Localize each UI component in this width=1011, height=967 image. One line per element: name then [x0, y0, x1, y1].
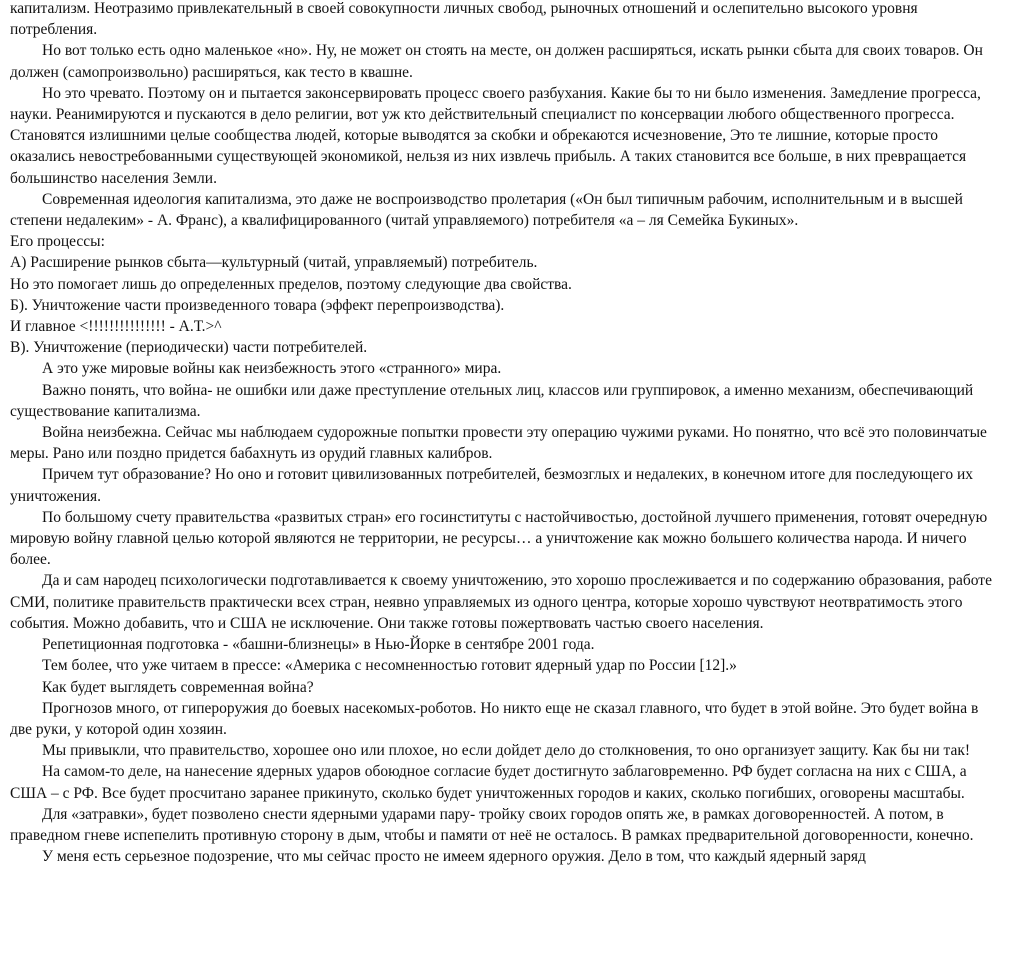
paragraph-education: Причем тут образование? Но оно и готовит цивилизованных потребителей, безмозглых и недалеких, в конечном итоге для последующего их уничтожения.	[10, 466, 974, 505]
paragraph-press-quote: Тем более, что уже читаем в прессе: «Америка с несомненностью готовит ядерный удар по России [12].»	[42, 657, 737, 675]
paragraph-government-protection: Мы привыкли, что правительство, хорошее оно или плохое, но если дойдет дело до столкновения, то оно организует защиту. Как бы ни так!	[42, 742, 971, 760]
paragraph-war-mechanism: Важно понять, что война- не ошибки или даже преступление отельных лиц, классов или группировок, а именно механизм, обеспечивающий существование капитализма.	[10, 381, 974, 420]
paragraph-modern-war-question: Как будет выглядеть современная война?	[42, 678, 314, 696]
paragraph-suspicion: У меня есть серьезное подозрение, что мы сейчас просто не имеем ядерного оружия. Дело в том, что каждый ядерный заряд	[42, 848, 866, 866]
list-item-v: В). Уничтожение (периодически) части потребителей.	[10, 339, 368, 357]
paragraph-forecasts: Прогнозов много, от гипероружия до боевых насекомых-роботов. Но никто еще не сказал главного, что будет в этой войне. Это будет война в две руки, у которой один хозяин.	[10, 699, 979, 738]
paragraph-world-wars: А это уже мировые войны как неизбежность этого «странного» мира.	[42, 360, 502, 378]
paragraph-priming: Для «затравки», будет позволено снести ядерными ударами пару- тройку своих городов опять же, в рамках договоренностей. А потом, в праведном гневе испепелить противную сторону в дым, чтобы и памяти от неё не осталось. В рамках предварительной договоренности, конечно.	[10, 805, 974, 844]
paragraph-rehearsal: Репетиционная подготовка - «башни-близнецы» в Нью-Йорке в сентябре 2001 года.	[42, 636, 595, 654]
paragraph-main-note: И главное <!!!!!!!!!!!!!!! - А.Т.>^	[10, 318, 222, 336]
paragraph-limits: Но это помогает лишь до определенных пределов, поэтому следующие два свойства.	[10, 275, 572, 293]
paragraph-ideology: Современная идеология капитализма, это даже не воспроизводство пролетария («Он был типичным рабочим, исполнительным и в высшей степени недалеким» - А. Франс), а квалифицированного (читай управляемого) потребителя «а – ля Семейка Букиных».	[10, 190, 963, 230]
paragraph-capitalism-intro: капитализм. Неотразимо привлекательный в своей совокупности личных свобод, рыночных отношений и ослепительно высокого уровня потребления.	[10, 0, 918, 39]
paragraph-nuclear-agreement: На самом-то деле, на нанесение ядерных ударов обоюдное согласие будет достигнуто заблаговременно. РФ будет согласна на них с США, а США – с РФ. Все будет просчитано заранее прикинуто, сколько будет уничтоженных городов и каких, сколько погибших, оговорены масштабы.	[10, 763, 967, 802]
paragraph-war-inevitable: Война неизбежна. Сейчас мы наблюдаем судорожные попытки провести эту операцию чужими руками. Но понятно, что всё это половинчатые меры. Рано или поздно придется бабахнуть из орудий главных калибров.	[10, 424, 987, 463]
paragraph-people-prepared: Да и сам народец психологически подготавливается к своему уничтожению, это хорошо прослеживается и по содержанию образования, работе СМИ, политике правительств практически всех стран, неявно управляемых из одного центра, которые хорошо чувствуют неотвратимость этого события. Можно добавить, что и США не исключение. Они также готовы пожертвовать частью своего населения.	[10, 572, 992, 632]
list-item-a: А) Расширение рынков сбыта—культурный (читай, управляемый) потребитель.	[10, 254, 538, 272]
document-text	[10, 0, 998, 867]
paragraph-conservation: Но это чревато. Поэтому он и пытается законсервировать процесс своего разбухания. Какие бы то ни было изменения. Замедление прогресса, науки. Реанимируются и пускаются в дело религии, вот уж кто действительный специалист по консервации любого общественного прогресса. Становятся излишними целые сообщества людей, которые выводятся за скобки и обрекаются исчезновение, Это те лишние, которые просто оказались невостребованными существующей экономикой, нельзя из них извлечь прибыль. А таких становится все больше, в них превращается большинство населения Земли.	[10, 84, 981, 187]
paragraph-governments: По большому счету правительства «развитых стран» его госинституты с настойчивостью, достойной лучшего применения, готовят очередную мировую войну главной целью которой являются не территории, не ресурсы… а уничтожение как можно большего количества народа. И ничего более.	[10, 508, 988, 569]
paragraph-processes-heading: Его процессы:	[10, 233, 105, 251]
paragraph-expansion: Но вот только есть одно маленькое «но». Ну, не может он стоять на месте, он должен расширяться, искать рынки сбыта для своих товаров. Он должен (самопроизвольно) расширяться, как тесто в квашне.	[10, 42, 983, 81]
list-item-b: Б). Уничтожение части произведенного товара (эффект перепроизводства).	[10, 296, 505, 314]
